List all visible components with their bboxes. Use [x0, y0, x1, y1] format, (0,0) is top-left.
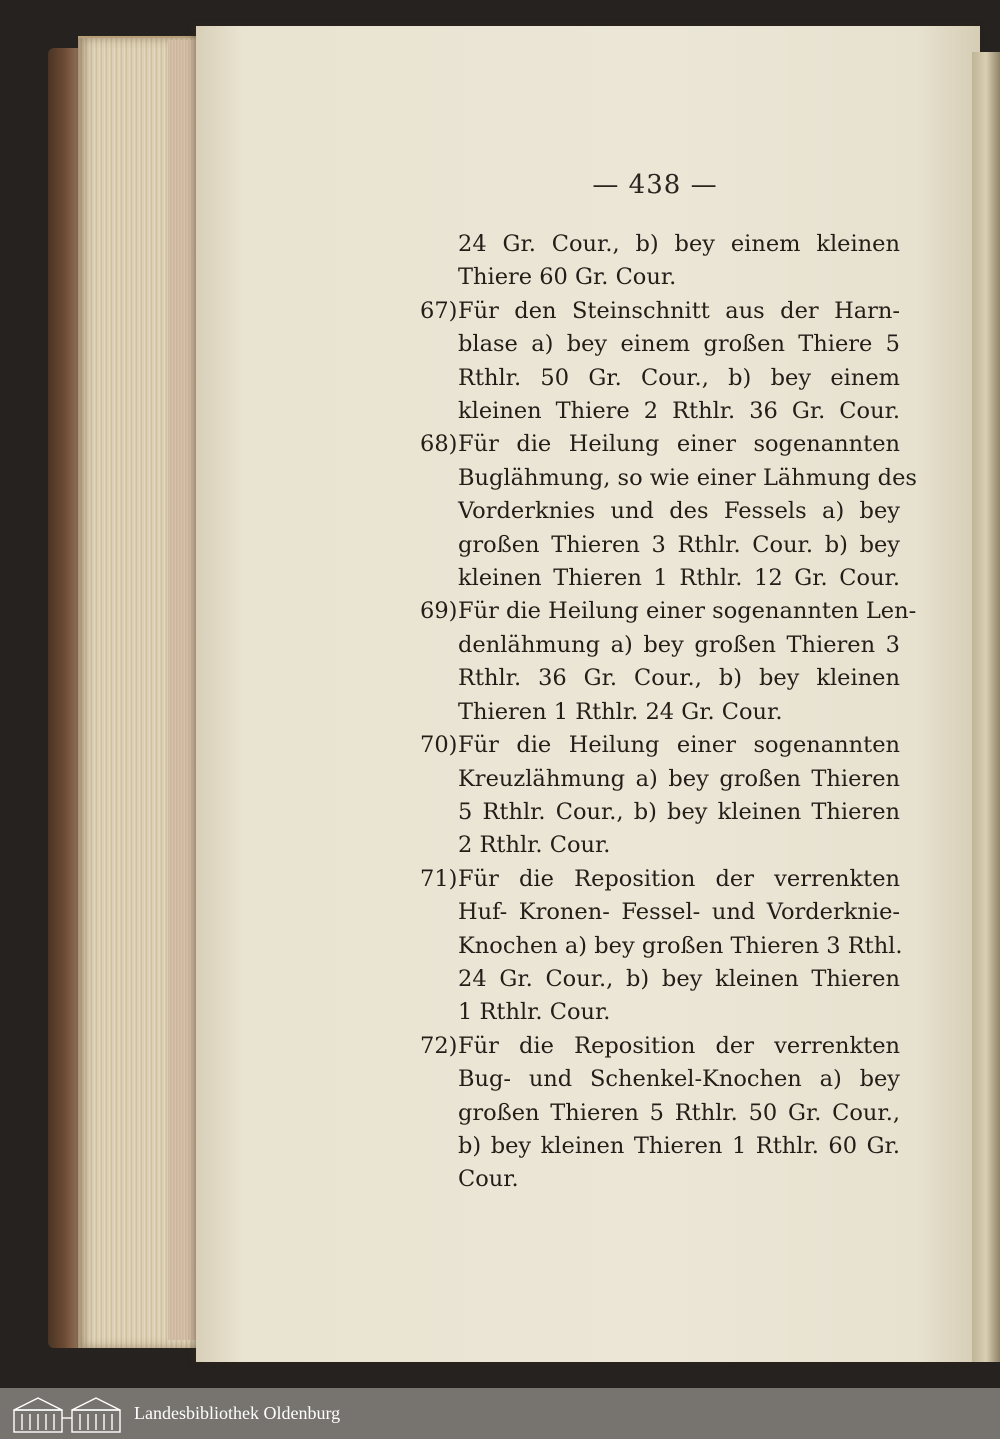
text-line: kleinen Thiere 2 Rthlr. 36 Gr. Cour.	[458, 398, 900, 425]
text-line: Knochen a) bey großen Thieren 3 Rthl.	[458, 932, 903, 959]
text-line: Cour.	[458, 1166, 519, 1193]
item-number: 69)	[420, 598, 458, 625]
text-line: Bug- und Schenkel-Knochen a) bey	[458, 1066, 900, 1093]
text-line: 24 Gr. Cour., b) bey kleinen Thieren	[458, 965, 900, 992]
text-line: Huf- Kronen- Fessel- und Vorderknie-	[458, 899, 900, 926]
text-line: Buglähmung, so wie einer Lähmung des	[458, 464, 917, 491]
text-line: 5 Rthlr. Cour., b) bey kleinen Thieren	[458, 798, 900, 825]
page-block-edge	[168, 40, 198, 1340]
text-line: 68)Für die Heilung einer sogenannten	[420, 428, 900, 461]
text-line: blase a) bey einem großen Thiere 5	[458, 331, 900, 358]
text-line: 72)Für die Reposition der verrenkten	[420, 1030, 900, 1063]
text-line: 2 Rthlr. Cour.	[458, 832, 611, 859]
footer-label: Landesbibliothek Oldenburg	[134, 1403, 341, 1423]
text-line: 24 Gr. Cour., b) bey einem kleinen	[458, 231, 900, 257]
text-line: Rthlr. 50 Gr. Cour., b) bey einem	[458, 364, 900, 391]
text-line: 67)Für den Steinschnitt aus der Harn-	[420, 295, 900, 328]
text-line: denlähmung a) bey großen Thieren 3	[458, 631, 900, 658]
text-line: 70)Für die Heilung einer sogenannten	[420, 729, 900, 762]
text-line: Thieren 1 Rthlr. 24 Gr. Cour.	[458, 698, 783, 725]
text-line: 69)Für die Heilung einer sogenannten Len-	[420, 595, 900, 628]
footer-bar	[0, 1388, 1000, 1439]
text-line: Kreuzlähmung a) bey großen Thieren	[458, 765, 900, 792]
facing-page-edge	[972, 52, 1000, 1362]
text-line: b) bey kleinen Thieren 1 Rthlr. 60 Gr.	[458, 1132, 900, 1159]
item-number: 68)	[420, 431, 458, 458]
page-number: — 438 —	[592, 170, 718, 200]
text-line: Rthlr. 36 Gr. Cour., b) bey kleinen	[458, 665, 900, 692]
item-number: 72)	[420, 1032, 458, 1059]
text-line: kleinen Thieren 1 Rthlr. 12 Gr. Cour.	[458, 565, 900, 592]
item-number: 71)	[420, 865, 458, 892]
item-number: 67)	[420, 297, 458, 324]
item-number: 70)	[420, 732, 458, 759]
text-line: 1 Rthlr. Cour.	[458, 999, 611, 1026]
text-line: großen Thieren 3 Rthlr. Cour. b) bey	[458, 531, 900, 558]
page-text	[420, 228, 917, 1197]
text-line: Vorderknies und des Fessels a) bey	[458, 498, 900, 525]
text-line: großen Thieren 5 Rthlr. 50 Gr. Cour.,	[458, 1099, 900, 1126]
text-line: Thiere 60 Gr. Cour.	[458, 264, 677, 291]
library-building-icon	[10, 1394, 124, 1434]
text-line: 71)Für die Reposition der verrenkten	[420, 863, 900, 896]
